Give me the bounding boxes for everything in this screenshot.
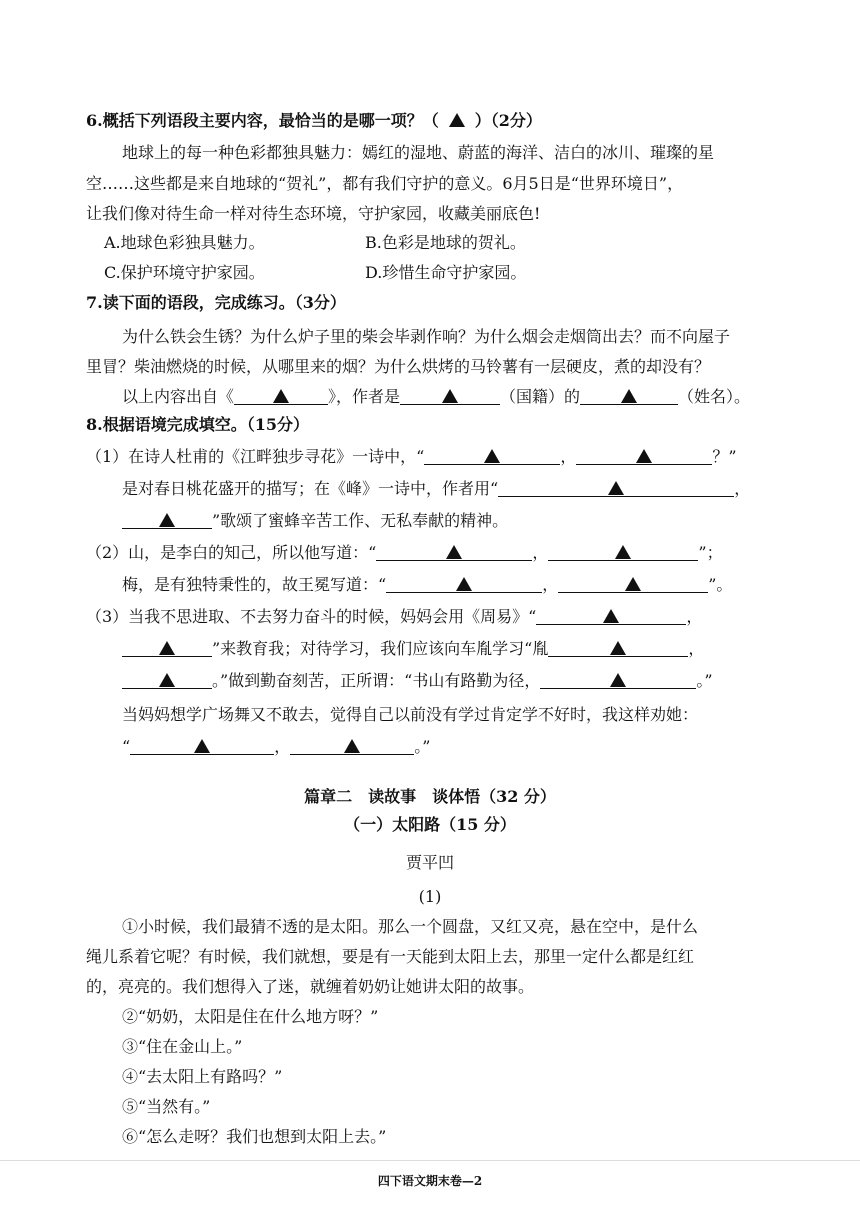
- answer-blank[interactable]: [400, 386, 500, 405]
- page-footer: 四下语文期末卷—2: [377, 1174, 483, 1188]
- section-subtitle: （一）太阳路（15 分）: [344, 815, 516, 834]
- q6-option-a: A.地球色彩独具魅力。: [104, 233, 265, 252]
- answer-blank[interactable]: [122, 670, 212, 689]
- story-paragraph-line: 绳儿系着它呢？有时候，我们就想，要是有一天能到太阳上去，那里一定什么都是红红: [86, 947, 695, 966]
- q8-item-2-line: （2）山，是李白的知己，所以他写道：“ ， ”；: [86, 543, 723, 562]
- story-paragraph-line: ⑤“当然有。”: [122, 1097, 211, 1116]
- story-paragraph-line: ③“住在金山上。”: [122, 1037, 243, 1056]
- story-part-number: (1): [418, 887, 442, 906]
- answer-blank[interactable]: [234, 386, 328, 405]
- answer-blank[interactable]: [576, 446, 712, 465]
- story-paragraph-line: ⑥“怎么走呀？我们也想到太阳上去。”: [122, 1127, 387, 1146]
- answer-blank[interactable]: [536, 606, 686, 625]
- answer-blank[interactable]: [548, 638, 688, 657]
- q7-passage-line: 里冒？柴油燃烧的时候，从哪里来的烟？为什么烘烤的马铃薯有一层硬皮，煮的却没有？: [86, 357, 711, 376]
- answer-marker-icon: [610, 673, 626, 687]
- answer-marker-icon: [159, 513, 175, 527]
- answer-marker-icon: [446, 545, 462, 559]
- q6-option-b: B.色彩是地球的贺礼。: [365, 233, 526, 252]
- answer-blank[interactable]: [424, 446, 560, 465]
- answer-blank[interactable]: [376, 542, 532, 561]
- answer-marker-icon: [615, 545, 631, 559]
- answer-blank[interactable]: [558, 574, 708, 593]
- q6-passage-line: 地球上的每一种色彩都独具魅力：嫣红的湿地、蔚蓝的海洋、洁白的冰川、璀璨的星: [122, 143, 715, 162]
- answer-blank[interactable]: [386, 574, 542, 593]
- answer-blank[interactable]: [548, 542, 698, 561]
- q8-item-1-line: 是对春日桃花盛开的描写；在《峰》一诗中，作者用“ ，: [122, 479, 751, 498]
- q7-passage-line: 为什么铁会生锈？为什么炉子里的柴会毕剥作响？为什么烟会走烟筒出去？而不向屋子: [122, 327, 731, 346]
- answer-marker-icon: [484, 449, 500, 463]
- answer-blank[interactable]: [498, 478, 734, 497]
- q6-passage-line: 空……这些都是来自地球的“贺礼”，都有我们守护的意义。6月5日是“世界环境日”，: [86, 174, 684, 193]
- q8-item-3-line: “ ， 。”: [122, 737, 431, 756]
- answer-marker-icon: [625, 577, 641, 591]
- q8-item-2-line: 梅，是有独特秉性的，故王冕写道：“ ， ”。: [122, 575, 733, 594]
- q6-passage-line: 让我们像对待生命一样对待生态环境，守护家园，收藏美丽底色!: [86, 204, 541, 223]
- answer-marker-icon: [621, 389, 637, 403]
- answer-marker-icon: [344, 739, 360, 753]
- q8-item-3-line: ”来教育我；对待学习，我们应该向车胤学习“胤 ，: [122, 638, 704, 660]
- answer-blank[interactable]: [130, 736, 274, 755]
- answer-marker-icon: [636, 449, 652, 463]
- q8-item-1-line: ”歌颂了蜜蜂辛苦工作、无私奉献的精神。: [122, 510, 508, 532]
- section-title: 篇章二 读故事 谈体悟（32 分）: [304, 787, 556, 806]
- answer-marker-icon: [603, 609, 619, 623]
- answer-marker-icon: [456, 577, 472, 591]
- story-paragraph-line: 的，亮亮的。我们想得入了迷，就缠着奶奶让她讲太阳的故事。: [86, 977, 535, 996]
- q8-item-1-line: （1）在诗人杜甫的《江畔独步寻花》一诗中，“ ， ？”: [86, 447, 737, 466]
- q8-item-3-line: 当妈妈想学广场舞又不敢去，觉得自己以前没有学过肯定学不好时，我这样劝她：: [122, 705, 699, 724]
- answer-blank[interactable]: [122, 638, 212, 657]
- q8-heading: 8.根据语境完成填空。（15分）: [86, 415, 309, 434]
- answer-blank[interactable]: [122, 510, 212, 529]
- q6-heading: 6.概括下列语段主要内容，最恰当的是哪一项？（ ）（2分）: [86, 111, 542, 130]
- answer-marker-icon: [608, 481, 624, 495]
- q6-option-c: C.保护环境守护家园。: [104, 263, 265, 282]
- story-paragraph-line: ①小时候，我们最猜不透的是太阳。那么一个圆盘，又红又亮，悬在空中，是什么: [122, 917, 699, 936]
- answer-marker-icon: [442, 389, 458, 403]
- q6-option-d: D.珍惜生命守护家园。: [365, 263, 527, 282]
- q8-item-3-line: 。”做到勤奋刻苦，正所谓：“书山有路勤为径， 。”: [122, 670, 713, 692]
- answer-marker-icon: [449, 113, 465, 127]
- answer-blank[interactable]: [580, 386, 678, 405]
- q7-fill-line: 以上内容出自《 》，作者是 （国籍）的 （姓名）。: [122, 387, 751, 406]
- answer-marker-icon: [194, 739, 210, 753]
- story-paragraph-line: ②“奶奶，太阳是住在什么地方呀？”: [122, 1007, 379, 1026]
- footer-divider: [0, 1160, 860, 1161]
- answer-marker-icon: [273, 389, 289, 403]
- q7-heading: 7.读下面的语段，完成练习。（3分）: [86, 293, 346, 312]
- answer-marker-icon: [159, 673, 175, 687]
- answer-marker-icon: [610, 641, 626, 655]
- story-author: 贾平凹: [405, 853, 454, 872]
- answer-marker-icon: [159, 641, 175, 655]
- answer-blank[interactable]: [290, 736, 414, 755]
- q8-item-3-line: （3）当我不思进取、不去努力奋斗的时候，妈妈会用《周易》“ ，: [86, 607, 703, 626]
- story-paragraph-line: ④“去太阳上有路吗？”: [122, 1067, 283, 1086]
- answer-blank[interactable]: [540, 670, 696, 689]
